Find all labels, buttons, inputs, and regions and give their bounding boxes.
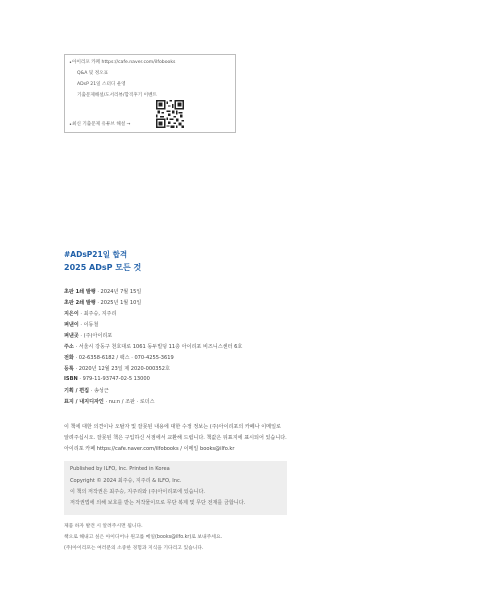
editor-value: · 송성근 <box>89 388 109 394</box>
notice-line-3[interactable]: 아이리포 카페 https://cafe.naver.com/ilfobooks / 이메일 books@ilfo.kr <box>64 446 235 452</box>
publication-line-3: 이 책의 저작권은 최주승, 지주리와 (주)아이리포에 있습니다. <box>70 489 206 495</box>
house-label: 펴낸곳 <box>64 333 79 339</box>
notice-line-2: 알려주십시오. 잘못된 책은 구입하신 서점에서 교환해 드립니다. 책값은 뒤표지에 표시되어 있습니다. <box>64 435 287 441</box>
youtube-line: 최신 기출문제 유튜브 해설 → <box>72 122 131 127</box>
qr-code-icon[interactable] <box>156 100 184 128</box>
phone-row <box>64 354 174 361</box>
phone-label: 전화 <box>64 355 74 361</box>
isbn-label: ISBN <box>64 376 78 382</box>
cafe-line[interactable]: 아이리포 카페 https://cafe.naver.com/ilfobooks <box>72 60 176 65</box>
book-title: 2025 ADsP 모든 것 <box>64 263 142 272</box>
publisher-label: 펴낸이 <box>64 322 79 328</box>
house-row <box>64 332 112 339</box>
register-value: · 2020년 12월 23일 제 2020-000352호 <box>73 366 170 372</box>
publication-box <box>64 461 287 515</box>
address-label: 주소 <box>64 344 74 350</box>
bullet-icon: • <box>69 122 72 128</box>
promo-item-qna: Q&A 및 정오표 <box>77 71 109 76</box>
promo-box <box>64 54 236 133</box>
edition1-row <box>64 288 141 295</box>
author-row <box>64 310 116 317</box>
edition1-label: 초판 1쇄 발행 <box>64 289 96 295</box>
publication-line-1: Published by ILFO, Inc. Printed in Korea <box>70 466 170 472</box>
promo-item-study: ADsP 21일 스터디 운영 <box>77 82 126 87</box>
editor-row <box>64 387 109 394</box>
register-label: 등록 <box>64 366 74 372</box>
edition2-row <box>64 299 141 306</box>
edition1-value: · 2024년 7월 15일 <box>95 289 142 295</box>
bullet-icon: • <box>69 60 72 66</box>
isbn-value: · 979-11-93747-02-5 13000 <box>77 376 150 382</box>
editor-label: 기획 / 편집 <box>64 388 90 394</box>
publisher-row <box>64 321 98 328</box>
design-value: · nu:n / 조판 · 로더스 <box>103 399 155 405</box>
hashtag: #ADsP21일 합격 <box>64 250 128 259</box>
publisher-value: · 이동철 <box>78 322 99 328</box>
address-row <box>64 343 242 350</box>
design-label: 표지 / 내지디자인 <box>64 399 104 405</box>
edition2-label: 초판 2쇄 발행 <box>64 300 96 306</box>
address-value: · 서울시 강동구 천호대로 1061 동두빌딩 11층 아이리포 비즈니스센터 6호 <box>73 344 243 350</box>
phone-value: · 02-6358-6182 / 팩스 · 070-4255-3619 <box>73 355 174 361</box>
isbn-row <box>64 376 150 382</box>
footer-line-3: (주)아이리포는 여러분의 소중한 경험과 지식을 기다리고 있습니다. <box>64 546 204 551</box>
publication-line-4: 저작권법에 의해 보호를 받는 저작물이므로 무단 복제 및 무단 전재를 금합니다. <box>70 500 246 506</box>
author-label: 지은이 <box>64 311 79 317</box>
promo-item-event: 기출문제해설/도서리뷰/합격후기 이벤트 <box>77 93 157 98</box>
design-row <box>64 398 155 405</box>
house-value: · (주)아이리포 <box>78 333 113 339</box>
register-row <box>64 365 170 372</box>
notice-line-1: 이 책에 대한 의견이나 오탈자 및 잘못된 내용에 대한 수정 정보는 (주)아이리포의 카페나 이메일로 <box>64 424 281 430</box>
footer-line-1: 제품 하자 발견 시 알려주시면 됩니다. <box>64 524 143 529</box>
publication-line-2: Copyright © 2024 최주승, 지주리 & ILFO, Inc. <box>70 478 182 484</box>
edition2-value: · 2025년 1월 10일 <box>95 300 142 306</box>
footer-line-2: 책으로 해내고 싶은 아이디어나 원고를 메일(books@ilfo.kr)로 보내주세요. <box>64 535 223 540</box>
author-value: · 최주승, 지주리 <box>78 311 117 317</box>
